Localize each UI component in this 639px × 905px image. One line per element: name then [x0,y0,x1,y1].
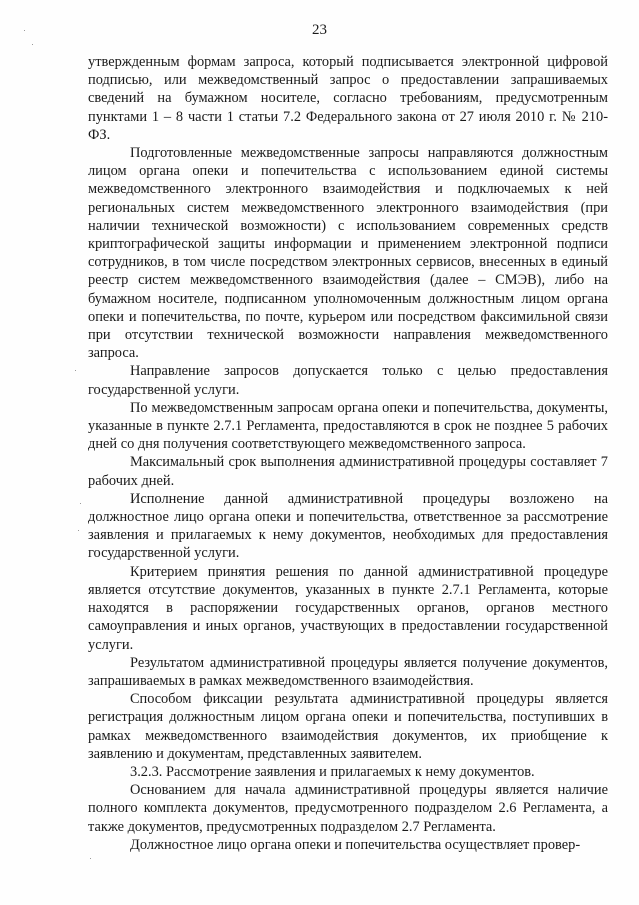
paragraph-max-duration: Максимальный срок выполнения административной процедуры составляет 7 рабочих дней. [88,454,608,489]
paragraph-requests-sending: Подготовленные межведомственные запросы направляются должностным лицом органа опеки и попечительства с использованием единой системы межведомственного электронного взаимодействия и подключаемых к ней региональных систем межведомственного электронного взаимодействия (при наличии технической возможности) с использованием современных средств криптографической защиты информации и применением электронной подписи сотрудников, в том числе посредством электронных сервисов, внесенных в единый реестр систем межведомственного взаимодействия (далее – СМЭВ), либо на бумажном носителе, подписанном уполномоченным должностным лицом органа опеки и попечительства, по почте, курьером или посредством факсимильной связи при отсутствии технической возможности направления межведомственного запроса. [88,145,608,362]
paragraph-result-fixation: Способом фиксации результата административной процедуры является регистрация должностным лицом органа опеки и попечительства, поступивших в рамках межведомственного взаимодействия документов, их приобщение к заявлению и документам, представленных заявителем. [88,691,608,762]
paragraph-requests-purpose: Направление запросов допускается только с целью предоставления государственной услуги. [88,363,608,398]
page-number: 23 [312,22,327,38]
scan-speck [78,530,79,531]
scan-speck [24,30,25,31]
scan-speck [80,503,81,504]
section-heading-3-2-3: 3.2.3. Рассмотрение заявления и прилагаемых к нему документов. [130,763,535,780]
scan-speck [75,370,76,371]
paragraph-officer-check: Должностное лицо органа опеки и попечительства осуществляет провер- [130,836,581,853]
paragraph-responsible-person: Исполнение данной административной процедуры возложено на должностное лицо органа опеки и попечительства, ответственное за рассмотрение заявления и прилагаемых к нему документов, необходимых для предоставления государственной услуги. [88,490,608,562]
scan-speck [90,858,91,859]
paragraph-procedure-result: Результатом административной процедуры является получение документов, запрашиваемых в рамках межведомственного взаимодействия. [88,654,608,689]
paragraph-documents-deadline: По межведомственным запросам органа опеки и попечительства, документы, указанные в пункте 2.7.1 Регламента, предоставляются в срок не позднее 5 рабочих дней со дня получения соответствующего межведомственного запроса. [88,399,608,453]
document-body [88,53,608,854]
paragraph-continuation: утвержденным формам запроса, который подписывается электронной цифровой подписью, или межведомственный запрос о предоставлении запрашиваемых сведений на бумажном носителе, согласно требованиям, предусмотренным пунктами 1 – 8 части 1 статьи 7.2 Федерального закона от 27 июля 2010 г. № 210-ФЗ. [88,54,608,143]
paragraph-procedure-basis: Основанием для начала административной процедуры является наличие полного комплекта документов, предусмотренного подразделом 2.6 Регламента, а также документов, предусмотренных подразделом 2.7 Регламента. [88,782,608,835]
scan-speck [32,44,33,45]
paragraph-decision-criterion: Критерием принятия решения по данной административной процедуре является отсутствие документов, указанных в пункте 2.7.1 Регламента, которые находятся в распоряжении государственных органов, органов местного самоуправления и иных органов, участвующих в предоставлении государственной услуги. [88,563,608,653]
